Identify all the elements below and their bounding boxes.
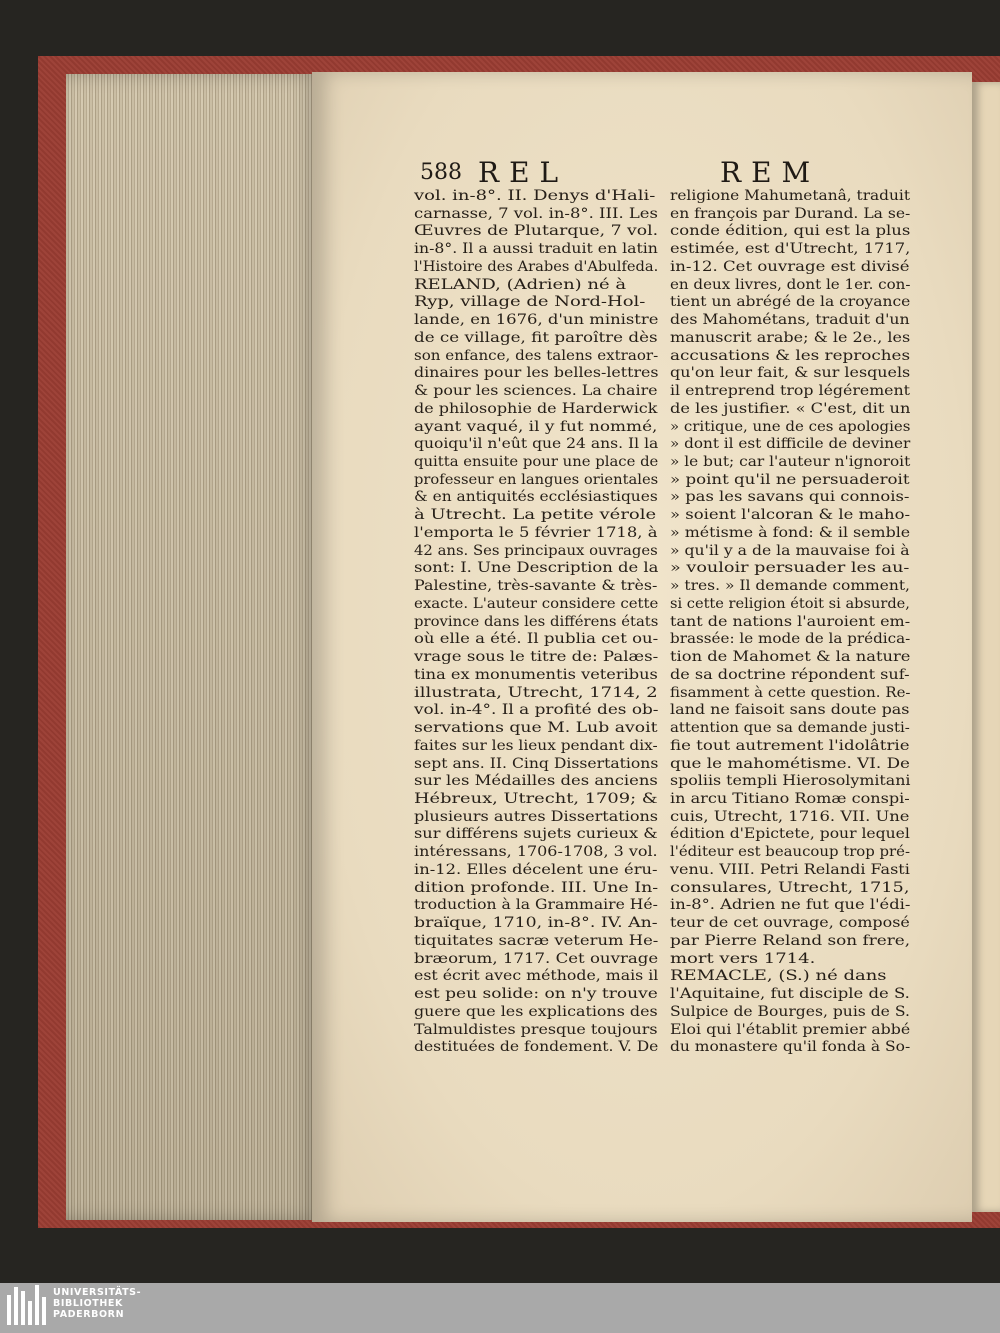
- library-name-line: PADERBORN: [53, 1309, 125, 1320]
- text-line: professeur en langues orientales: [414, 471, 659, 488]
- text-line: tion de Mahomet & la nature: [670, 649, 911, 666]
- text-line: vrage sous le titre de: Palæs-: [414, 649, 659, 666]
- text-line: REMACLE, (S.) né dans: [670, 968, 887, 985]
- text-line: qu'on leur fait, & sur lesquels: [670, 365, 911, 382]
- text-line: consulares, Utrecht, 1715,: [670, 879, 910, 896]
- text-line: sur les Médailles des anciens: [414, 773, 658, 790]
- text-line: in-12. Elles décelent une éru-: [414, 861, 658, 878]
- text-line: en deux livres, dont le 1er. con-: [670, 276, 911, 293]
- text-line: » point qu'il ne persuaderoit: [670, 471, 910, 488]
- text-line: Hébreux, Utrecht, 1709; &: [414, 790, 658, 807]
- running-head-left: REL: [478, 156, 569, 189]
- text-line: quitta ensuite pour une place de: [414, 454, 659, 471]
- text-line: faites sur les lieux pendant dix-: [414, 737, 658, 754]
- text-line: l'emporta le 5 février 1718, à: [414, 524, 658, 541]
- text-line: vol. in-8°. II. Denys d'Hali-: [414, 188, 656, 204]
- text-line: Eloi qui l'établit premier abbé: [670, 1021, 911, 1038]
- text-line: du monastere qu'il fonda à So-: [670, 1039, 911, 1056]
- text-line: & en antiquités ecclésiastiques: [414, 489, 658, 506]
- text-line: » dont il est difficile de deviner: [670, 436, 911, 453]
- text-line: accusations & les reproches: [670, 347, 911, 364]
- text-line: sept ans. II. Cinq Dissertations: [414, 755, 659, 772]
- text-line: de les justifier. « C'est, dit un: [670, 400, 911, 417]
- text-line: & pour les sciences. La chaire: [414, 383, 658, 400]
- text-column-right: [670, 188, 910, 1057]
- text-line: illustrata, Utrecht, 1714, 2: [414, 684, 658, 701]
- library-name: [53, 1287, 141, 1320]
- text-line: intéressans, 1706-1708, 3 vol.: [414, 844, 658, 861]
- text-line: où elle a été. Il publia cet ou-: [414, 631, 659, 648]
- text-line: dinaires pour les belles-lettres: [414, 365, 659, 382]
- text-line: il entreprend trop légérement: [670, 383, 911, 400]
- text-line: manuscrit arabe; & le 2e., les: [670, 329, 911, 346]
- text-line: 42 ans. Ses principaux ouvrages: [414, 542, 658, 559]
- text-line: sur différens sujets curieux &: [414, 826, 658, 843]
- text-line: guere que les explications des: [414, 1003, 658, 1020]
- text-line: » le but; car l'auteur n'ignoroit: [670, 454, 911, 471]
- text-line: attention que sa demande justi-: [670, 720, 910, 737]
- text-line: mort vers 1714.: [670, 950, 816, 967]
- text-line: ayant vaqué, il y fut nommé,: [414, 418, 658, 435]
- text-line: est écrit avec méthode, mais il: [414, 968, 659, 985]
- text-line: l'éditeur est beaucoup trop pré-: [670, 844, 911, 861]
- text-line: vol. in-4°. Il a profité des ob-: [414, 702, 659, 719]
- text-line: » soient l'alcoran & le maho-: [670, 507, 911, 524]
- text-line: fisamment à cette question. Re-: [670, 684, 911, 701]
- text-line: » métisme à fond: & il semble: [670, 524, 911, 541]
- text-line: estimée, est d'Utrecht, 1717,: [670, 241, 911, 258]
- text-line: » vouloir persuader les au-: [670, 560, 910, 577]
- text-line: troduction à la Grammaire Hé-: [414, 897, 658, 914]
- text-line: » tres. » Il demande comment,: [670, 578, 910, 595]
- text-line: » qu'il y a de la mauvaise foi à: [670, 542, 910, 559]
- text-line: in-8°. Il a aussi traduit en latin: [414, 241, 658, 258]
- text-line: spoliis templi Hierosolymitani: [670, 773, 911, 790]
- text-line: Palestine, très-savante & très-: [414, 578, 658, 595]
- text-line: en françois par Durand. La se-: [670, 205, 911, 222]
- text-line: teur de cet ouvrage, composé: [670, 915, 910, 932]
- running-head-right: REM: [720, 156, 821, 189]
- text-line: destituées de fondement. V. De: [414, 1039, 659, 1056]
- text-line: in-12. Cet ouvrage est divisé: [670, 258, 910, 275]
- text-line: in-8°. Adrien ne fut que l'édi-: [670, 897, 911, 914]
- library-name-line: BIBLIOTHEK: [53, 1298, 123, 1309]
- text-line: de sa doctrine répondent suf-: [670, 666, 910, 683]
- text-line: sont: I. Une Description de la: [414, 560, 659, 577]
- text-line: son enfance, des talens extraor-: [414, 347, 659, 364]
- text-line: RELAND, (Adrien) né à: [414, 276, 627, 293]
- text-line: l'Aquitaine, fut disciple de S.: [670, 986, 910, 1003]
- text-line: exacte. L'auteur considere cette: [414, 595, 659, 612]
- text-line: bræorum, 1717. Cet ouvrage: [414, 950, 659, 967]
- library-footer: [0, 1283, 1000, 1333]
- text-line: que le mahométisme. VI. De: [670, 755, 910, 772]
- library-name-line: UNIVERSITÄTS-: [53, 1287, 142, 1298]
- library-logo-icon: [5, 1285, 47, 1329]
- text-line: conde édition, qui est la plus: [670, 223, 911, 240]
- text-line: si cette religion étoit si absurde,: [670, 595, 910, 612]
- text-line: fie tout autrement l'idolâtrie: [670, 737, 910, 754]
- text-line: venu. VIII. Petri Relandi Fasti: [670, 861, 910, 878]
- text-line: plusieurs autres Dissertations: [414, 808, 659, 825]
- text-line: édition d'Epictete, pour lequel: [670, 826, 910, 843]
- text-line: province dans les différens états: [414, 613, 659, 630]
- text-line: de philosophie de Harderwick: [414, 400, 658, 417]
- text-line: par Pierre Reland son frere,: [670, 932, 911, 949]
- page-block-edge: [66, 74, 318, 1220]
- text-line: cuis, Utrecht, 1716. VII. Une: [670, 808, 910, 825]
- facing-page-edge: [972, 82, 1000, 1212]
- text-line: servations que M. Lub avoit: [414, 720, 658, 737]
- text-line: tant de nations l'auroient em-: [670, 613, 911, 630]
- text-line: tina ex monumentis veteribus: [414, 666, 658, 683]
- text-line: tiquitates sacræ veterum He-: [414, 932, 659, 949]
- text-line: religione Mahumetanâ, traduit: [670, 188, 910, 204]
- text-line: des Mahométans, traduit d'un: [670, 312, 910, 329]
- text-column-left: [414, 188, 658, 1057]
- page-number: 588: [420, 160, 462, 185]
- text-line: brassée: le mode de la prédica-: [670, 631, 911, 648]
- text-line: quoiqu'il n'eût que 24 ans. Il la: [414, 436, 659, 453]
- text-line: de ce village, fit paroître dès: [414, 329, 658, 346]
- text-line: » critique, une de ces apologies: [670, 418, 911, 435]
- text-line: carnasse, 7 vol. in-8°. III. Les: [414, 205, 658, 222]
- text-line: Ryp, village de Nord-Hol-: [414, 294, 646, 311]
- text-line: braïque, 1710, in-8°. IV. An-: [414, 915, 658, 932]
- text-line: tient un abrégé de la croyance: [670, 294, 911, 311]
- text-line: est peu solide: on n'y trouve: [414, 986, 658, 1003]
- text-line: lande, en 1676, d'un ministre: [414, 312, 659, 329]
- text-line: Œuvres de Plutarque, 7 vol.: [414, 223, 659, 240]
- text-line: Sulpice de Bourges, puis de S.: [670, 1003, 910, 1020]
- text-line: Talmuldistes presque toujours: [414, 1021, 658, 1038]
- text-line: l'Histoire des Arabes d'Abulfeda.: [414, 258, 659, 275]
- text-line: land ne faisoit sans doute pas: [670, 702, 910, 719]
- text-line: à Utrecht. La petite vérole: [414, 507, 657, 524]
- text-line: in arcu Titiano Romæ conspi-: [670, 790, 910, 807]
- text-line: » pas les savans qui connois-: [670, 489, 910, 506]
- text-line: dition profonde. III. Une In-: [414, 879, 659, 896]
